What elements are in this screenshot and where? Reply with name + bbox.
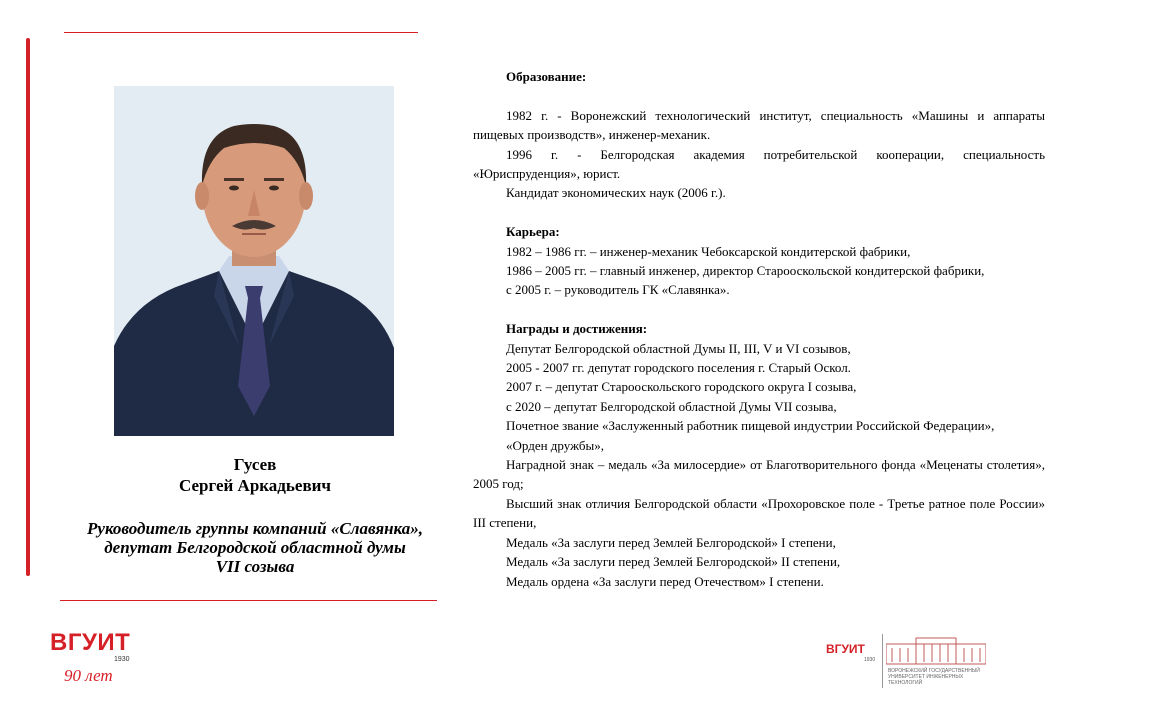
award-item: с 2020 – депутат Белгородской областной Думы VII созыва, — [506, 398, 837, 414]
person-given-names: Сергей Аркадьевич — [178, 476, 332, 495]
award-item: «Орден дружбы», — [506, 437, 604, 453]
career-item: с 2005 г. – руководитель ГК «Славянка». — [506, 282, 730, 298]
logo-year: 1930 — [864, 657, 876, 663]
logo-anniversary: 90 лет — [64, 666, 113, 685]
person-role — [40, 519, 470, 576]
education-heading: Образование: — [506, 69, 587, 84]
education-item: Кандидат экономических наук (2006 г.). — [506, 185, 726, 201]
person-surname: Гусев — [233, 455, 277, 474]
award-item: Медаль «За заслуги перед Землей Белгородской» I степени, — [506, 534, 836, 550]
award-item: 2007 г. – депутат Старооскольского городского округа I созыва, — [506, 379, 857, 395]
university-building-icon — [886, 636, 986, 666]
vguit-90-logo — [50, 630, 140, 690]
role-line: депутат Белгородской областной думы — [104, 538, 406, 557]
career-item: 1986 – 2005 гг. – главный инженер, директор Старооскольской кондитерской фабрики, — [506, 263, 985, 279]
award-item: Медаль ордена «За заслуги перед Отечеством» I степени. — [506, 573, 824, 589]
role-line: Руководитель группы компаний «Славянка», — [87, 519, 423, 538]
spacer — [473, 86, 1045, 105]
top-divider — [64, 32, 418, 33]
logo-brand: ВГУИТ — [826, 642, 865, 656]
award-item: Наградной знак – медаль «За милосердие» от Благотворительного фонда «Меценаты столетия», 2005 год; — [473, 457, 1045, 492]
spacer — [473, 300, 1045, 319]
person-name — [60, 454, 450, 496]
award-item: 2005 - 2007 гг. депутат городского поселения г. Старый Оскол. — [506, 360, 851, 376]
career-heading: Карьера: — [506, 224, 560, 240]
award-item: Высший знак отличия Белгородской области «Прохоровское поле - Третье ратное поле России» III степени, — [473, 495, 1045, 531]
biography — [473, 67, 1045, 591]
education-item: 1996 г. - Белгородская академия потребительской кооперации, специальность «Юриспруденция», юрист. — [473, 146, 1045, 182]
award-item: Почетное звание «Заслуженный работник пищевой индустрии Российской Федерации», — [506, 418, 995, 434]
career-item: 1982 – 1986 гг. – инженер-механик Чебоксарской кондитерской фабрики, — [506, 243, 911, 259]
logo-brand: ВГУИТ — [50, 629, 131, 656]
university-name: ВОРОНЕЖСКИЙ ГОСУДАРСТВЕННЫЙ УНИВЕРСИТЕТ ИНЖЕНЕРНЫХ ТЕХНОЛОГИЙ — [888, 668, 980, 686]
education-item: 1982 г. - Воронежский технологический институт, специальность «Машины и аппараты пищевых производств», инженер-механик. — [473, 107, 1045, 143]
bottom-divider — [60, 600, 437, 601]
accent-vertical-bar — [26, 38, 30, 576]
award-item: Медаль «За заслуги перед Землей Белгородской» II степени, — [506, 554, 841, 570]
portrait-photo — [114, 86, 394, 436]
awards-heading: Награды и достижения: — [506, 321, 648, 337]
logo-year: 1930 — [114, 656, 130, 663]
role-line: VII созыва — [215, 557, 295, 576]
spacer — [473, 203, 1045, 222]
vguit-university-logo — [826, 632, 992, 690]
award-item: Депутат Белгородской областной Думы II, III, V и VI созывов, — [506, 340, 851, 356]
logo-divider — [882, 634, 883, 688]
